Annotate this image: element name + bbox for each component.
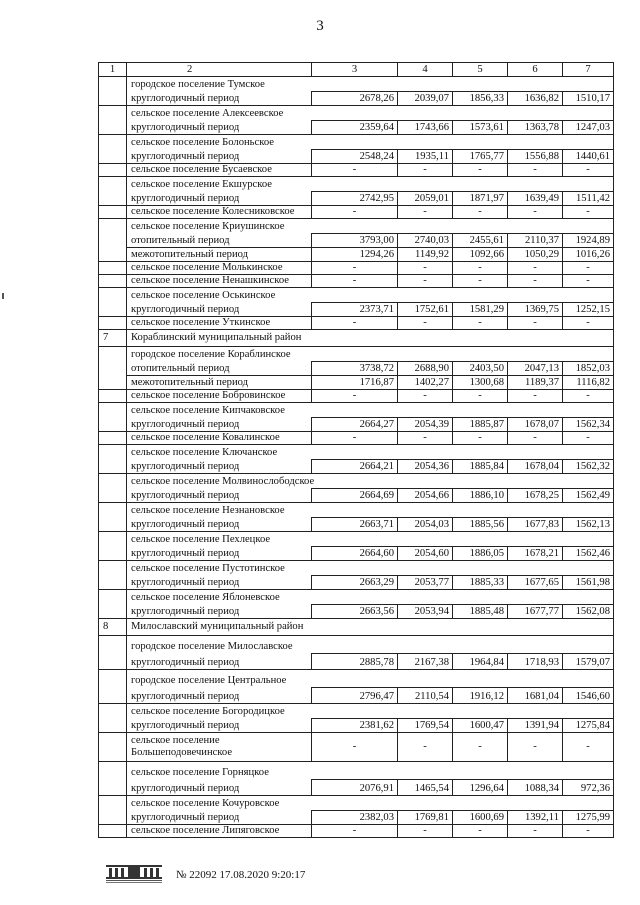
tariff-value: 2359,64 [312, 121, 398, 135]
row-number [99, 135, 127, 164]
settlement-row [99, 825, 614, 838]
settlement-row [99, 262, 614, 275]
tariff-value: 2167,38 [398, 654, 453, 670]
settlement-name: городское поселение Тумское [127, 77, 614, 92]
tariff-value: 2663,29 [312, 576, 398, 590]
period-row [99, 518, 614, 532]
footer-stamp [104, 862, 164, 884]
registration-number: № 22092 17.08.2020 9:20:17 [176, 869, 306, 881]
tariff-value: 1016,26 [563, 248, 614, 262]
column-header: 2 [127, 63, 312, 77]
tariff-value: 2373,71 [312, 303, 398, 317]
tariff-value: 1562,08 [563, 605, 614, 619]
period-row [99, 418, 614, 432]
tariff-value: 2403,50 [453, 362, 508, 376]
tariff-value: 1300,68 [453, 376, 508, 390]
period-label: круглогодичный период [127, 489, 312, 503]
tariff-value: 2076,91 [312, 780, 398, 796]
row-number [99, 704, 127, 733]
tariff-value: 2664,60 [312, 547, 398, 561]
district-name: Милославский муниципальный район [127, 619, 614, 636]
settlement-row [99, 590, 614, 605]
settlement-name: городское поселение Кораблинское [127, 347, 614, 362]
tariff-value: 2740,03 [398, 234, 453, 248]
tariff-value: 2054,66 [398, 489, 453, 503]
tariff-value: - [563, 317, 614, 330]
tariff-value: 1092,66 [453, 248, 508, 262]
settlement-name: сельское поселение Колесниковское [127, 206, 312, 219]
settlement-row [99, 670, 614, 688]
government-building-logo-icon [104, 862, 164, 884]
period-label: круглогодичный период [127, 418, 312, 432]
tariff-value: - [398, 262, 453, 275]
settlement-name: сельское поселение Пехлецкое [127, 532, 614, 547]
tariff-value: 1885,84 [453, 460, 508, 474]
tariff-value: - [312, 164, 398, 177]
tariff-value: 972,36 [563, 780, 614, 796]
tariff-value: 2548,24 [312, 150, 398, 164]
row-number [99, 474, 127, 503]
row-number [99, 825, 127, 838]
tariff-value: 1189,37 [508, 376, 563, 390]
settlement-row [99, 347, 614, 362]
row-number [99, 177, 127, 206]
period-row [99, 121, 614, 135]
settlement-row [99, 164, 614, 177]
tariff-value: 1440,61 [563, 150, 614, 164]
settlement-name: сельское поселение Горняцкое [127, 762, 614, 780]
tariff-value: - [312, 275, 398, 288]
tariff-value: 2053,77 [398, 576, 453, 590]
district-row [99, 330, 614, 347]
tariff-value: 1579,07 [563, 654, 614, 670]
row-number [99, 532, 127, 561]
settlement-row [99, 532, 614, 547]
period-row [99, 576, 614, 590]
row-number [99, 317, 127, 330]
settlement-name: городское поселение Милославское [127, 636, 614, 654]
settlement-name-line: Большеподовечинское [131, 747, 233, 758]
tariff-value: 2663,56 [312, 605, 398, 619]
tariff-value: 1363,78 [508, 121, 563, 135]
tariff-value: - [563, 164, 614, 177]
settlement-name: сельское поселение Богородицкое [127, 704, 614, 719]
settlement-name: сельское поселение Екшурское [127, 177, 614, 192]
tariff-value: - [508, 825, 563, 838]
period-label: круглогодичный период [127, 605, 312, 619]
period-row [99, 547, 614, 561]
settlement-row [99, 445, 614, 460]
tariff-value: - [563, 262, 614, 275]
tariff-value: 2053,94 [398, 605, 453, 619]
tariff-value: - [563, 206, 614, 219]
tariff-value: 1886,05 [453, 547, 508, 561]
period-row [99, 92, 614, 106]
period-label: круглогодичный период [127, 719, 312, 733]
row-number [99, 503, 127, 532]
tariff-value: - [398, 317, 453, 330]
tariff-value: 1964,84 [453, 654, 508, 670]
settlement-name: сельское поселение Липяговское [127, 825, 312, 838]
tariff-value: 1769,81 [398, 811, 453, 825]
tariff-value: - [398, 733, 453, 762]
period-label: отопительный период [127, 362, 312, 376]
tariff-value: - [312, 733, 398, 762]
column-header: 5 [453, 63, 508, 77]
tariff-value: 2047,13 [508, 362, 563, 376]
row-number [99, 275, 127, 288]
tariff-value: 2054,60 [398, 547, 453, 561]
tariff-value: - [563, 432, 614, 445]
column-header: 6 [508, 63, 563, 77]
tariff-value: 1769,54 [398, 719, 453, 733]
tariff-value: 1275,99 [563, 811, 614, 825]
row-number [99, 796, 127, 825]
period-row [99, 688, 614, 704]
settlement-row [99, 561, 614, 576]
row-number [99, 403, 127, 432]
tariff-value: 1885,48 [453, 605, 508, 619]
settlement-name: сельское поселение Ковалинское [127, 432, 312, 445]
tariff-value: 1562,32 [563, 460, 614, 474]
period-label: круглогодичный период [127, 121, 312, 135]
tariff-value: 1852,03 [563, 362, 614, 376]
tariff-value: 1562,46 [563, 547, 614, 561]
tariff-value: 2664,27 [312, 418, 398, 432]
tariff-value: 2796,47 [312, 688, 398, 704]
tariff-value: 1677,65 [508, 576, 563, 590]
tariff-value: 1636,82 [508, 92, 563, 106]
row-number [99, 432, 127, 445]
settlement-name: сельское поселение Кочуровское [127, 796, 614, 811]
settlement-row [99, 135, 614, 150]
period-label: круглогодичный период [127, 92, 312, 106]
row-number [99, 762, 127, 796]
row-number [99, 164, 127, 177]
tariff-value: 1935,11 [398, 150, 453, 164]
tariff-value: 1885,56 [453, 518, 508, 532]
period-row [99, 780, 614, 796]
tariff-value: 1885,33 [453, 576, 508, 590]
period-row [99, 489, 614, 503]
tariff-value: 1562,49 [563, 489, 614, 503]
tariff-value: 1752,61 [398, 303, 453, 317]
row-number [99, 390, 127, 403]
column-header: 7 [563, 63, 614, 77]
period-row [99, 248, 614, 262]
settlement-name: сельское поселение Незнановское [127, 503, 614, 518]
settlement-row [99, 288, 614, 303]
tariff-value: 1149,92 [398, 248, 453, 262]
tariff-value: - [508, 733, 563, 762]
row-number [99, 445, 127, 474]
period-row [99, 234, 614, 248]
settlement-name: сельское поселение Пустотинское [127, 561, 614, 576]
tariff-value: 1924,89 [563, 234, 614, 248]
tariff-value: - [563, 390, 614, 403]
row-number [99, 590, 127, 619]
period-row [99, 460, 614, 474]
tariff-value: - [398, 390, 453, 403]
tariff-value: - [508, 317, 563, 330]
settlement-name: сельское поселение Молвинослободское [127, 474, 614, 489]
period-label: отопительный период [127, 234, 312, 248]
tariff-value: - [508, 164, 563, 177]
period-label: круглогодичный период [127, 654, 312, 670]
tariff-value: - [398, 206, 453, 219]
settlement-row [99, 177, 614, 192]
tariff-value: - [453, 390, 508, 403]
column-header: 4 [398, 63, 453, 77]
tariff-value: - [453, 206, 508, 219]
period-label: круглогодичный период [127, 150, 312, 164]
tariff-value: 1600,69 [453, 811, 508, 825]
tariff-value: - [453, 275, 508, 288]
tariff-value: 1677,77 [508, 605, 563, 619]
settlement-row [99, 403, 614, 418]
tariff-value: - [312, 390, 398, 403]
tariff-value: - [312, 432, 398, 445]
settlement-name: сельское поселение Бусаевское [127, 164, 312, 177]
tariff-value: - [563, 825, 614, 838]
tariff-value: 1294,26 [312, 248, 398, 262]
tariff-value: 1885,87 [453, 418, 508, 432]
tariff-value: - [453, 262, 508, 275]
settlement-row [99, 432, 614, 445]
tariff-value: 1116,82 [563, 376, 614, 390]
row-number [99, 561, 127, 590]
period-row [99, 811, 614, 825]
tariff-value: 2039,07 [398, 92, 453, 106]
period-row [99, 605, 614, 619]
row-number: 8 [99, 619, 127, 636]
settlement-name: сельское поселение Бобровинское [127, 390, 312, 403]
tariff-value: 2688,90 [398, 362, 453, 376]
tariff-value: 1391,94 [508, 719, 563, 733]
settlement-row [99, 219, 614, 234]
settlement-name: сельское поселение Ненашкинское [127, 275, 312, 288]
tariff-value: - [312, 262, 398, 275]
settlement-name: сельское поселение Болоньское [127, 135, 614, 150]
row-number [99, 347, 127, 390]
tariff-value: 1561,98 [563, 576, 614, 590]
tariff-value: 3738,72 [312, 362, 398, 376]
tariff-value: 1678,25 [508, 489, 563, 503]
tariff-value: - [563, 733, 614, 762]
period-label: межотопительный период [127, 248, 312, 262]
tariff-value: 1743,66 [398, 121, 453, 135]
tariff-value: 1573,61 [453, 121, 508, 135]
tariff-value: 1465,54 [398, 780, 453, 796]
tariff-value: - [453, 825, 508, 838]
period-label: круглогодичный период [127, 460, 312, 474]
row-number [99, 262, 127, 275]
tariff-value: 1716,87 [312, 376, 398, 390]
tariff-value: 2382,03 [312, 811, 398, 825]
tariff-value: - [312, 825, 398, 838]
period-row [99, 362, 614, 376]
tariff-value: 1639,49 [508, 192, 563, 206]
tariff-value: - [508, 390, 563, 403]
tariff-value: 2885,78 [312, 654, 398, 670]
settlement-name: городское поселение Центральное [127, 670, 614, 688]
period-label: круглогодичный период [127, 780, 312, 796]
settlement-name [127, 733, 312, 762]
period-row [99, 719, 614, 733]
table-header-row [99, 63, 614, 77]
period-row [99, 303, 614, 317]
tariff-value: 2054,39 [398, 418, 453, 432]
settlement-row [99, 762, 614, 780]
period-row [99, 654, 614, 670]
settlement-name: сельское поселение Кипчаковское [127, 403, 614, 418]
settlement-name: сельское поселение Яблоневское [127, 590, 614, 605]
tariff-value: 1856,33 [453, 92, 508, 106]
tariff-value: 2664,69 [312, 489, 398, 503]
tariff-value: - [398, 432, 453, 445]
tariff-value: - [398, 164, 453, 177]
tariff-value: 2381,62 [312, 719, 398, 733]
tariff-value: 1886,10 [453, 489, 508, 503]
margin-mark [2, 293, 4, 299]
tariff-value: - [453, 317, 508, 330]
tariff-value: 1871,97 [453, 192, 508, 206]
period-label: круглогодичный период [127, 547, 312, 561]
settlement-row [99, 390, 614, 403]
tariff-value: - [508, 432, 563, 445]
tariff-value: 1677,83 [508, 518, 563, 532]
row-number [99, 106, 127, 135]
tariff-value: 1511,42 [563, 192, 614, 206]
tariff-value: 2110,54 [398, 688, 453, 704]
period-label: круглогодичный период [127, 303, 312, 317]
settlement-name: сельское поселение Ключанское [127, 445, 614, 460]
tariff-value: 1296,64 [453, 780, 508, 796]
row-number [99, 636, 127, 670]
settlement-name: сельское поселение Алексеевское [127, 106, 614, 121]
period-row [99, 376, 614, 390]
tariff-value: - [508, 275, 563, 288]
period-label: круглогодичный период [127, 576, 312, 590]
tariff-table [98, 62, 614, 838]
tariff-value: 1050,29 [508, 248, 563, 262]
settlement-row [99, 275, 614, 288]
tariff-value: 2742,95 [312, 192, 398, 206]
settlement-row [99, 503, 614, 518]
period-label: круглогодичный период [127, 518, 312, 532]
tariff-value: 3793,00 [312, 234, 398, 248]
tariff-value: - [508, 262, 563, 275]
tariff-value: 1392,11 [508, 811, 563, 825]
period-row [99, 192, 614, 206]
tariff-value: 2110,37 [508, 234, 563, 248]
tariff-value: - [453, 164, 508, 177]
tariff-value: 2663,71 [312, 518, 398, 532]
settlement-row [99, 796, 614, 811]
tariff-value: 2664,21 [312, 460, 398, 474]
row-number [99, 670, 127, 704]
tariff-value: 1718,93 [508, 654, 563, 670]
settlement-name: сельское поселение Молькинское [127, 262, 312, 275]
tariff-value: 1678,04 [508, 460, 563, 474]
tariff-value: 1275,84 [563, 719, 614, 733]
tariff-value: 1402,27 [398, 376, 453, 390]
period-label: межотопительный период [127, 376, 312, 390]
tariff-value: 2054,36 [398, 460, 453, 474]
tariff-value: 1678,07 [508, 418, 563, 432]
row-number [99, 288, 127, 317]
period-label: круглогодичный период [127, 811, 312, 825]
row-number [99, 77, 127, 106]
tariff-value: 1510,17 [563, 92, 614, 106]
tariff-value: - [398, 825, 453, 838]
tariff-value: 1546,60 [563, 688, 614, 704]
tariff-value: - [563, 275, 614, 288]
tariff-value: 1247,03 [563, 121, 614, 135]
page-number: 3 [316, 18, 324, 34]
tariff-value: 1562,34 [563, 418, 614, 432]
settlement-name: сельское поселение Уткинское [127, 317, 312, 330]
tariff-value: 2054,03 [398, 518, 453, 532]
tariff-value: 1556,88 [508, 150, 563, 164]
tariff-value: 1252,15 [563, 303, 614, 317]
tariff-value: 1369,75 [508, 303, 563, 317]
row-number [99, 219, 127, 262]
tariff-value: 2059,01 [398, 192, 453, 206]
tariff-value: 2678,26 [312, 92, 398, 106]
tariff-value: 1765,77 [453, 150, 508, 164]
tariff-value: - [398, 275, 453, 288]
settlement-row [99, 317, 614, 330]
period-row [99, 150, 614, 164]
row-number [99, 733, 127, 762]
column-header: 3 [312, 63, 398, 77]
tariff-value: 1088,34 [508, 780, 563, 796]
settlement-row [99, 106, 614, 121]
settlement-name-line: сельское поселение [131, 735, 220, 746]
period-label: круглогодичный период [127, 688, 312, 704]
row-number [99, 206, 127, 219]
column-header: 1 [99, 63, 127, 77]
district-row [99, 619, 614, 636]
settlement-row [99, 733, 614, 762]
settlement-row [99, 636, 614, 654]
tariff-value: 1681,04 [508, 688, 563, 704]
settlement-row [99, 474, 614, 489]
tariff-value: 1600,47 [453, 719, 508, 733]
tariff-value: 1916,12 [453, 688, 508, 704]
settlement-name: сельское поселение Оськинское [127, 288, 614, 303]
tariff-value: - [453, 733, 508, 762]
settlement-row [99, 704, 614, 719]
district-name: Кораблинский муниципальный район [127, 330, 614, 347]
tariff-value: 1678,21 [508, 547, 563, 561]
tariff-value: - [453, 432, 508, 445]
settlement-row [99, 77, 614, 92]
period-label: круглогодичный период [127, 192, 312, 206]
tariff-value: 1562,13 [563, 518, 614, 532]
tariff-value: - [508, 206, 563, 219]
tariff-value: - [312, 317, 398, 330]
row-number: 7 [99, 330, 127, 347]
tariff-value: 1581,29 [453, 303, 508, 317]
settlement-name: сельское поселение Криушинское [127, 219, 614, 234]
tariff-value: - [312, 206, 398, 219]
settlement-row [99, 206, 614, 219]
tariff-value: 2455,61 [453, 234, 508, 248]
